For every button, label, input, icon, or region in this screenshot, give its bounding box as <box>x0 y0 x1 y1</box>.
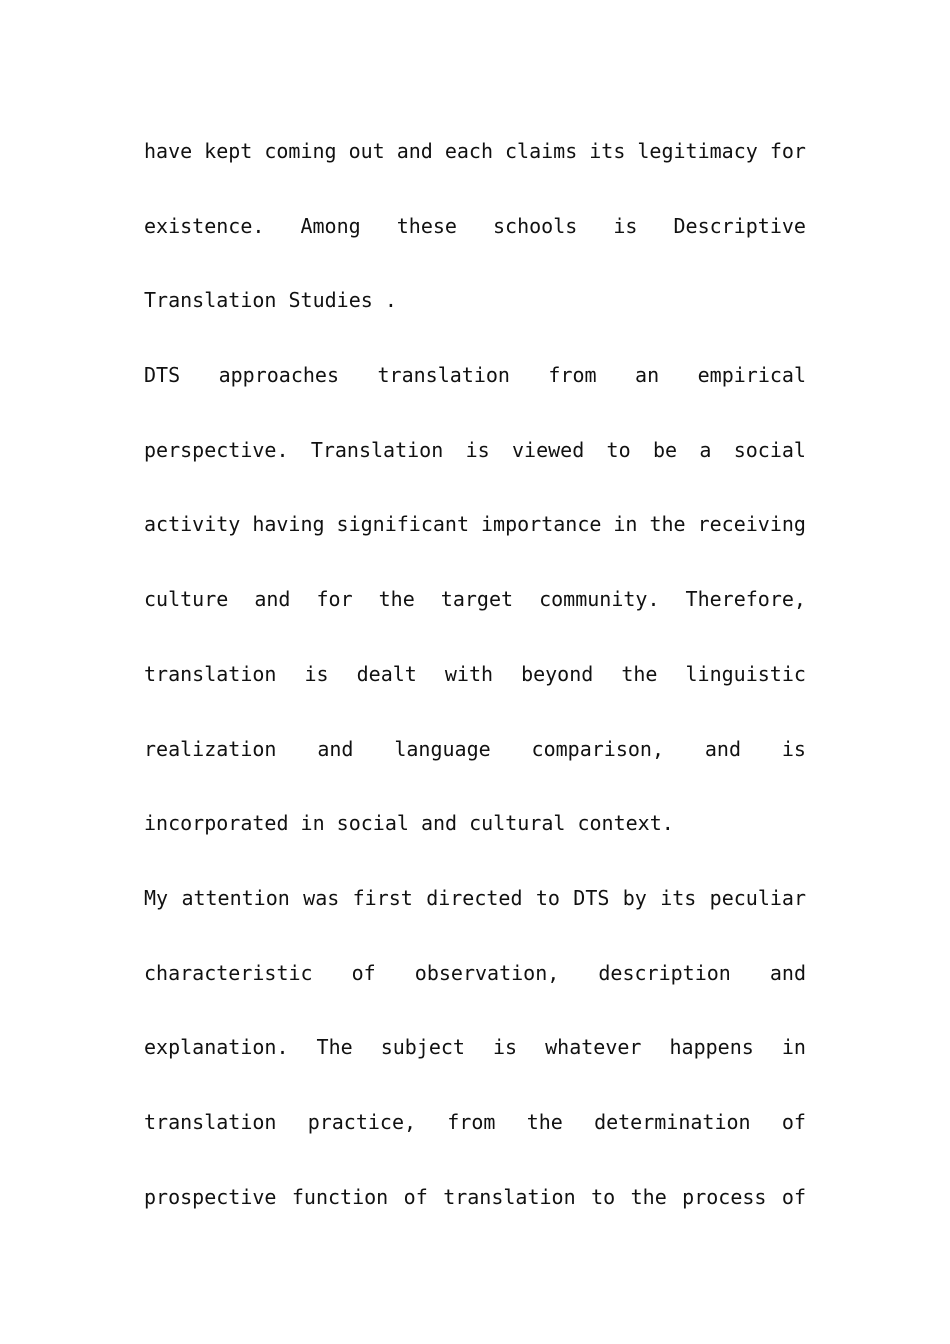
word: kept <box>204 139 253 163</box>
word: and <box>396 139 433 163</box>
word: receiving <box>697 512 806 537</box>
word: having <box>252 512 325 537</box>
text-line <box>144 712 806 787</box>
word: peculiar <box>709 885 806 910</box>
word: My <box>144 885 169 910</box>
word: characteristic <box>144 960 313 985</box>
word: Descriptive <box>673 213 806 238</box>
word: significant <box>336 512 469 537</box>
word: schools <box>493 213 578 238</box>
word: in <box>781 1035 806 1060</box>
word: with <box>444 661 494 686</box>
word: and <box>254 587 291 612</box>
word: translation <box>144 1109 277 1134</box>
word: is <box>304 661 329 686</box>
word: DTS <box>144 363 181 388</box>
body-text <box>144 114 806 1234</box>
word: culture <box>144 587 229 612</box>
word: for <box>316 587 353 612</box>
word: comparison, <box>531 736 664 761</box>
word: Therefore, <box>685 587 806 612</box>
text-line <box>144 338 806 413</box>
word: DTS <box>573 885 610 910</box>
word: first <box>352 885 413 910</box>
word: was <box>303 885 340 910</box>
text-line <box>144 861 806 936</box>
word: its <box>660 885 697 910</box>
word: whatever <box>545 1035 642 1060</box>
text-line: incorporated in social and cultural context. <box>144 811 674 836</box>
word: explanation. <box>144 1035 289 1060</box>
word: out <box>348 139 385 163</box>
text-line <box>144 189 806 264</box>
word: for <box>769 139 806 163</box>
word: realization <box>144 736 277 761</box>
text-line <box>144 562 806 637</box>
word: beyond <box>521 661 594 686</box>
word: attention <box>181 885 290 910</box>
word: The <box>316 1035 353 1060</box>
word: translation <box>443 1184 576 1209</box>
word: function <box>291 1184 389 1209</box>
word: perspective. <box>144 437 289 462</box>
word: activity <box>144 512 241 537</box>
word: of <box>781 1184 806 1209</box>
word: these <box>396 213 457 238</box>
text-line <box>144 413 806 488</box>
word: is <box>465 437 490 462</box>
word: the <box>630 1184 667 1209</box>
word: the <box>649 512 686 537</box>
word: viewed <box>511 437 585 462</box>
word: of <box>351 960 376 985</box>
word: description <box>598 960 731 985</box>
word: existence. <box>144 213 265 238</box>
word: subject <box>380 1035 465 1060</box>
word: directed <box>426 885 523 910</box>
word: importance <box>480 512 602 537</box>
word: target <box>440 587 514 612</box>
word: to <box>591 1184 616 1209</box>
text-line <box>144 487 806 562</box>
word: determination <box>594 1109 751 1134</box>
word: be <box>652 437 678 462</box>
word: claims <box>505 139 578 163</box>
word: the <box>526 1109 563 1134</box>
word: is <box>613 213 638 238</box>
text-line: Translation Studies . <box>144 288 397 313</box>
text-line <box>144 637 806 712</box>
word: dealt <box>356 661 417 686</box>
word: translation <box>144 661 277 686</box>
word: an <box>635 363 660 388</box>
text-line <box>144 114 806 189</box>
word: observation, <box>414 960 560 985</box>
word: the <box>378 587 415 612</box>
word: practice, <box>307 1109 417 1134</box>
word: is <box>781 736 806 761</box>
word: and <box>704 736 741 761</box>
text-line <box>144 1085 806 1160</box>
word: approaches <box>218 363 340 388</box>
text-line <box>144 936 806 1011</box>
word: and <box>317 736 354 761</box>
word: each <box>444 139 494 163</box>
word: from <box>447 1109 496 1134</box>
word: language <box>394 736 491 761</box>
word: of <box>781 1109 806 1134</box>
word: its <box>589 139 626 163</box>
word: social <box>733 437 806 462</box>
word: to <box>606 437 631 462</box>
word: empirical <box>697 363 806 388</box>
text-line <box>144 1010 806 1085</box>
word: a <box>699 437 712 462</box>
word: by <box>622 885 647 910</box>
word: Among <box>300 213 361 238</box>
word: coming <box>264 139 337 163</box>
word: have <box>144 139 193 163</box>
text-line <box>144 1160 806 1235</box>
word: to <box>535 885 560 910</box>
word: translation <box>377 363 510 388</box>
word: linguistic <box>685 661 806 686</box>
word: legitimacy <box>637 139 758 163</box>
word: and <box>769 960 806 985</box>
word: the <box>621 661 658 686</box>
word: prospective <box>144 1184 277 1209</box>
word: happens <box>669 1035 754 1060</box>
word: Translation <box>310 437 444 462</box>
word: process <box>682 1184 767 1209</box>
word: of <box>403 1184 428 1209</box>
word: in <box>613 512 638 537</box>
word: is <box>493 1035 518 1060</box>
word: from <box>548 363 597 388</box>
word: community. <box>539 587 660 612</box>
